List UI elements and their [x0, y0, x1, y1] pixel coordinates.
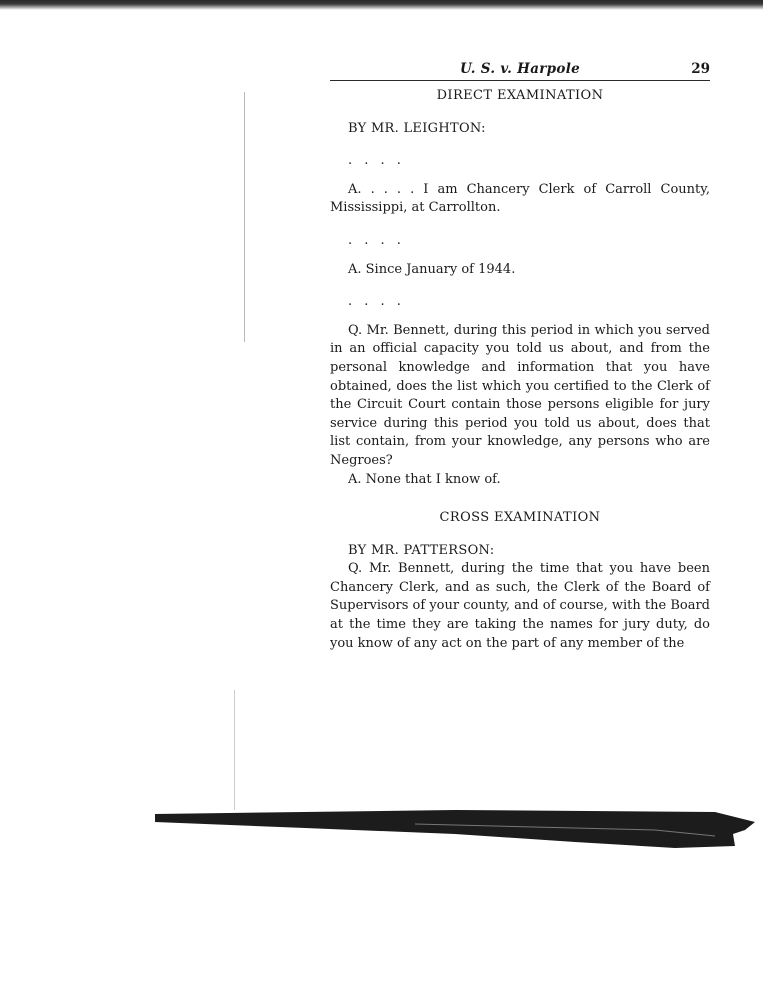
scan-margin-line-lower: [234, 690, 235, 810]
ellipsis-1: . . . .: [348, 153, 405, 169]
running-header: [330, 58, 710, 81]
ellipsis-2: . . . .: [348, 232, 405, 248]
direct-answer-1: A. . . . . I am Chancery Clerk of Carroll County, Mississippi, at Carrollton.: [330, 181, 710, 216]
running-title: U. S. v. Harpole: [459, 61, 581, 77]
direct-answer-3: A. None that I know of.: [348, 471, 501, 487]
scan-top-edge: [0, 0, 763, 10]
document-page: [330, 58, 710, 653]
cross-examiner-line: BY MR. PATTERSON:: [348, 542, 495, 558]
scan-bottom-shadow: [155, 808, 755, 848]
page-number: 29: [691, 61, 710, 77]
scan-margin-line: [244, 92, 245, 342]
direct-examiner-line: BY MR. LEIGHTON:: [348, 120, 486, 136]
direct-examination-heading: DIRECT EXAMINATION: [436, 88, 604, 103]
direct-answer-2: A. Since January of 1944.: [348, 261, 516, 277]
ellipsis-3: . . . .: [348, 294, 405, 310]
cross-examination-heading: CROSS EXAMINATION: [439, 510, 601, 526]
cross-question-1: Q. Mr. Bennett, during the time that you have been Chancery Clerk, and as such, the Clerk of the Board of Supervisors of your county, and of course, with the Board at the time they are taking the names for jury duty, do you know of any act on the part of any member of the: [330, 561, 710, 651]
direct-question-1: Q. Mr. Bennett, during this period in which you served in an official capacity you told us about, and from the personal knowledge and information that you have obtained, does the list which you certified to the Clerk of the Circuit Court contain those persons eligible for jury service during this period you told us about, does that list contain, from your knowledge, any persons who are Negroes?: [330, 322, 710, 468]
